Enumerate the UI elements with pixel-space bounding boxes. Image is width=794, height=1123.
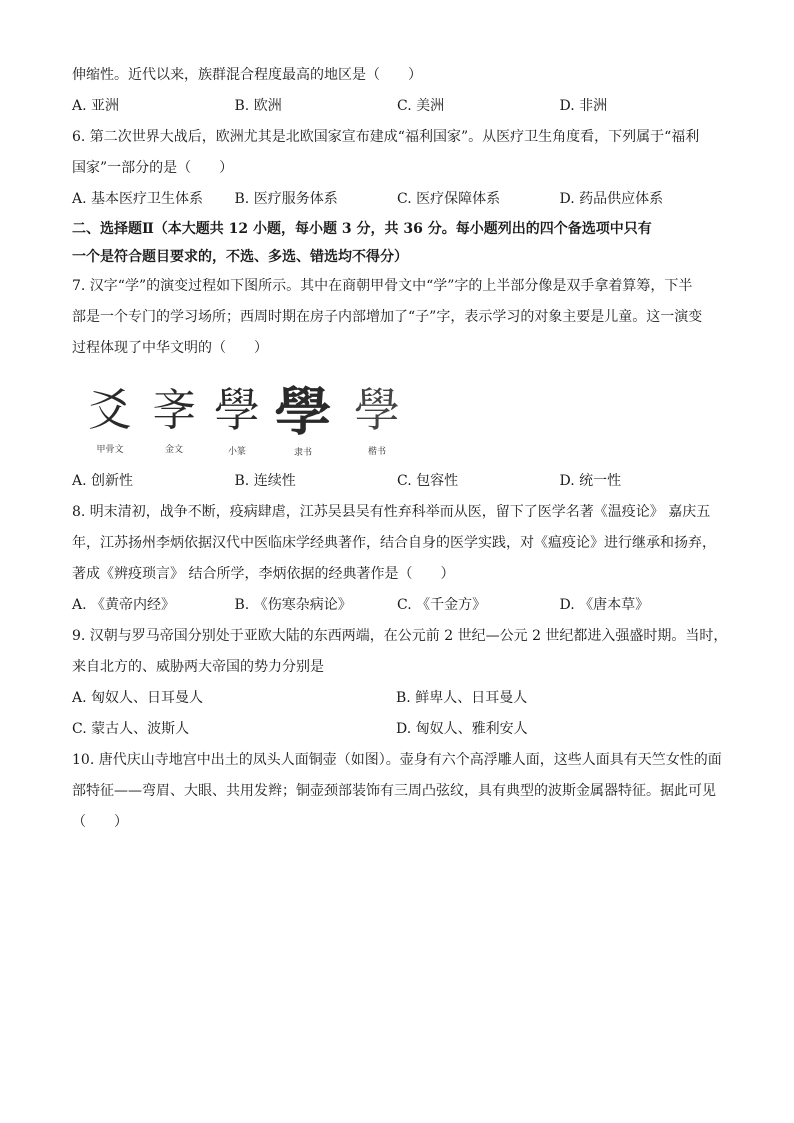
- exam-page: [72, 60, 728, 838]
- q6-option-a: A. 基本医疗卫生体系: [72, 191, 204, 207]
- q8-stem-line1: 8. 明末清初，战争不断，疫病肆虐，江苏吴县吴有性弃科举而从医，留下了医学名著《温疫论》 嘉庆五: [72, 504, 711, 520]
- q5-option-d: D. 非洲: [559, 98, 608, 114]
- q5-options: [72, 91, 722, 122]
- q7-stem-line2: 部是一个专门的学习场所；西周时期在房子内部增加了“子”字，表示学习的对象主要是儿童。这一演变: [72, 309, 703, 325]
- q10-stem-line2: 部特征——弯眉、大眼、共用发辫；铜壶颈部装饰有三周凸弦纹，具有典型的波斯金属器特征。据此可见: [72, 783, 716, 799]
- q10-stem-line1: 10. 唐代庆山寺地宫中出土的凤头人面铜壶（如图）。壶身有六个高浮雕人面，这些人面具有天竺女性的面: [72, 752, 722, 768]
- section-2-heading-line1: 二、选择题Ⅱ（本大题共 12 小题，每小题 3 分，共 36 分。每小题列出的四个备选项中只有: [72, 221, 652, 237]
- q6-option-c: C. 医疗保障体系: [397, 191, 501, 207]
- q5-option-b: B. 欧洲: [234, 98, 282, 114]
- glyph-clerical: [268, 370, 338, 458]
- glyph-small-seal-char: 學: [214, 383, 260, 437]
- q9-option-a: A. 匈奴人、日耳曼人: [72, 690, 204, 706]
- q8-stem-line2: 年，江苏扬州李炳依据汉代中医临床学经典著作，结合自身的医学实践，对《瘟疫论》进行继承和扬弃，: [72, 535, 716, 551]
- q8-option-a: A. 《黄帝内经》: [72, 597, 176, 613]
- section-2-heading-line2: 一个是符合题目要求的，不选、多选、错选均不得分）: [72, 249, 408, 265]
- q5-option-c: C. 美洲: [397, 98, 445, 114]
- xue-evolution-figure: [72, 374, 722, 462]
- q7-option-b: B. 连续性: [234, 473, 296, 489]
- q9-options-row2: [72, 714, 722, 745]
- q9-option-c: C. 蒙古人、波斯人: [72, 721, 190, 737]
- glyph-bronze: [144, 374, 204, 455]
- q6-option-b: B. 医疗服务体系: [234, 191, 338, 207]
- q9-stem-line2: 来自北方的、威胁两大帝国的势力分别是: [72, 659, 324, 675]
- q8-option-d: D. 《唐本草》: [559, 597, 650, 613]
- q9-options-row1: [72, 683, 722, 714]
- q7-option-d: D. 统一性: [559, 473, 622, 489]
- glyph-oracle-bone-char: 爻: [88, 385, 132, 436]
- glyph-small-seal-caption: 小篆: [227, 447, 246, 457]
- q6-option-d: D. 药品供应体系: [559, 191, 664, 207]
- q6-options: [72, 184, 722, 215]
- q7-options: [72, 466, 722, 497]
- glyph-oracle-bone: [80, 374, 140, 455]
- q6-stem-line1: 6. 第二次世界大战后，欧洲尤其是北欧国家宣布建成“福利国家”。从医疗卫生角度看，下列属于“福利: [72, 129, 700, 145]
- q8-option-b: B. 《伤寒杂病论》: [234, 597, 352, 613]
- q8-stem-line3: 著成《辨疫琐言》 结合所学，李炳依据的经典著作是（ ）: [72, 566, 455, 582]
- q8-options: [72, 590, 722, 621]
- q8-option-c: C. 《千金方》: [397, 597, 487, 613]
- glyph-small-seal: [202, 374, 272, 457]
- glyph-oracle-bone-caption: 甲骨文: [96, 445, 124, 455]
- q9-stem-line1: 9. 汉朝与罗马帝国分别处于亚欧大陆的东西两端，在公元前 2 世纪—公元 2 世纪都进入强盛时期。当时，: [72, 628, 728, 644]
- glyph-regular-caption: 楷书: [367, 447, 386, 457]
- glyph-bronze-caption: 金文: [164, 445, 183, 455]
- q7-option-c: C. 包容性: [397, 473, 459, 489]
- q7-stem-line3: 过程体现了中华文明的（ ）: [72, 340, 268, 356]
- q10-stem-line3: （ ）: [72, 814, 128, 830]
- q5-option-a: A. 亚洲: [72, 98, 120, 114]
- q9-option-b: B. 鲜卑人、日耳曼人: [396, 690, 528, 706]
- glyph-clerical-char: 學: [274, 382, 332, 443]
- q7-stem-line1: 7. 汉字“学”的演变过程如下图所示。其中在商朝甲骨文中“学”字的上半部分像是双手拿着算筹，下半: [72, 278, 693, 294]
- q7-option-a: A. 创新性: [72, 473, 134, 489]
- q6-stem-line2: 国家”一部分的是（ ）: [72, 160, 234, 176]
- q5-stem: 伸缩性。近代以来，族群混合程度最高的地区是（ ）: [72, 67, 422, 83]
- q9-option-d: D. 匈奴人、雅利安人: [396, 721, 528, 737]
- glyph-bronze-char: 斈: [152, 385, 196, 436]
- glyph-regular: [342, 374, 412, 457]
- glyph-regular-char: 學: [354, 383, 400, 437]
- glyph-clerical-caption: 隶书: [293, 448, 312, 458]
